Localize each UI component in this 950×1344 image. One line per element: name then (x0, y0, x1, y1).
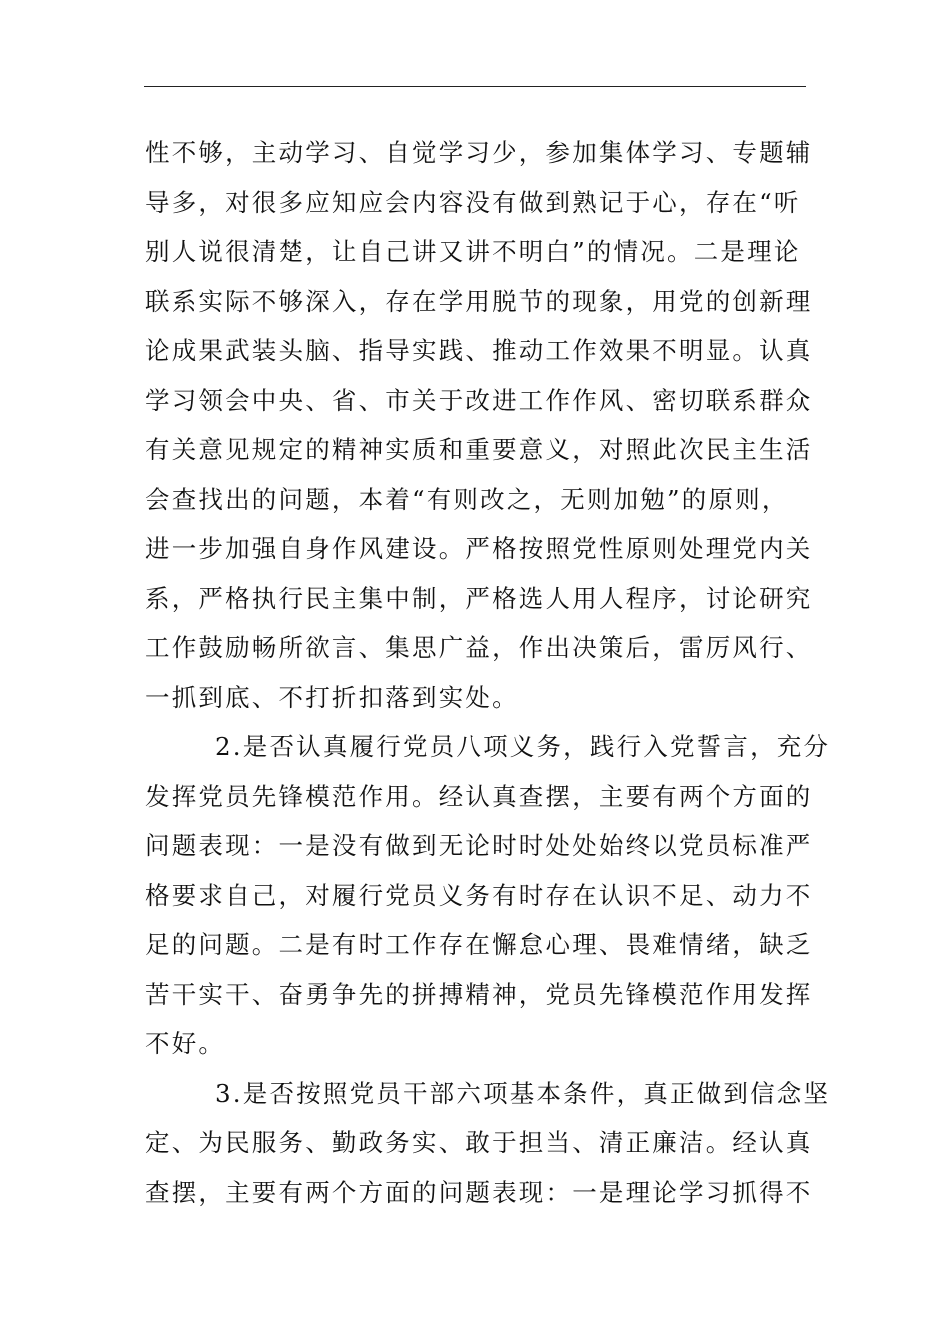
text-line: 格要求自己，对履行党员义务有时存在认识不足、动力不 (145, 880, 813, 910)
text-line-indented: 3.是否按照党员干部六项基本条件，真正做到信念坚 (215, 1078, 831, 1108)
text-line: 问题表现：一是没有做到无论时时处处始终以党员标准严 (145, 831, 813, 860)
text-line: 系，严格执行民主集中制，严格选人用人程序，讨论研究 (145, 583, 813, 613)
text-line: 一抓到底、不打折扣落到实处。 (145, 682, 519, 712)
text-line: 工作鼓励畅所欲言、集思广益，作出决策后，雷厉风行、 (145, 633, 813, 662)
text-line: 发挥党员先锋模范作用。经认真查摆，主要有两个方面的 (145, 781, 813, 811)
paragraph-1 (145, 128, 813, 722)
text-line: 导多，对很多应知应会内容没有做到熟记于心，存在“听 (145, 187, 801, 217)
text-line-indented: 2.是否认真履行党员八项义务，践行入党誓言，充分 (215, 732, 831, 761)
text-line: 学习领会中央、省、市关于改进工作作风、密切联系群众 (145, 385, 813, 415)
paragraph-3 (145, 1069, 831, 1218)
text-line: 进一步加强自身作风建设。严格按照党性原则处理党内关 (145, 534, 813, 563)
text-line: 会查找出的问题，本着“有则改之，无则加勉”的原则， (145, 484, 789, 514)
text-line: 足的问题。二是有时工作存在懈怠心理、畏难情绪，缺乏 (145, 930, 813, 959)
text-line: 查摆，主要有两个方面的问题表现：一是理论学习抓得不 (145, 1177, 813, 1207)
text-line: 论成果武装头脑、指导实践、推动工作效果不明显。认真 (145, 336, 813, 365)
text-line: 联系实际不够深入，存在学用脱节的现象，用党的创新理 (145, 286, 813, 316)
paragraph-2 (145, 722, 831, 1069)
document-body (145, 128, 831, 1217)
text-line: 有关意见规定的精神实质和重要意义，对照此次民主生活 (145, 435, 813, 464)
text-line: 不好。 (145, 1029, 226, 1058)
text-line: 性不够，主动学习、自觉学习少，参加集体学习、专题辅 (145, 138, 813, 167)
header-rule (144, 86, 806, 87)
text-line: 苦干实干、奋勇争先的拼搏精神，党员先锋模范作用发挥 (145, 979, 813, 1009)
text-line: 别人说很清楚，让自己讲又讲不明白”的情况。二是理论 (145, 237, 801, 266)
text-line: 定、为民服务、勤政务实、敢于担当、清正廉洁。经认真 (145, 1128, 813, 1157)
